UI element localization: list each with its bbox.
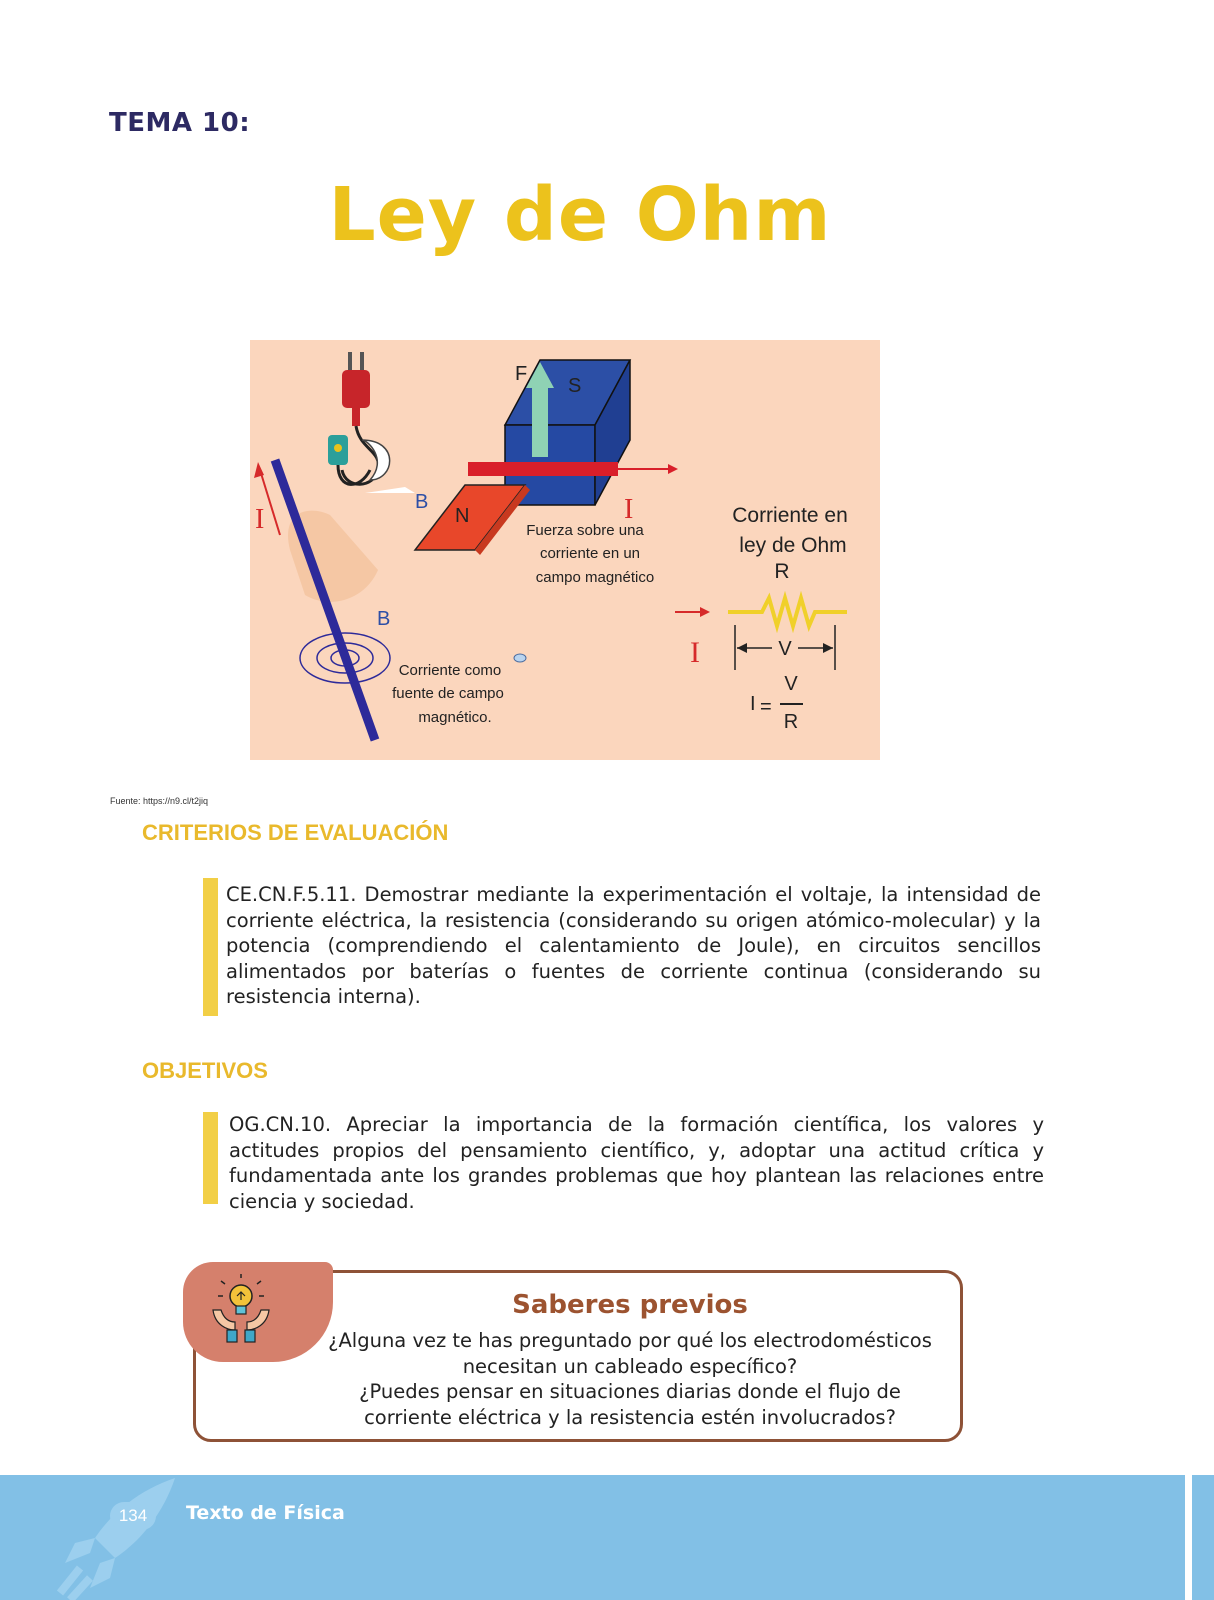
page-number: 134	[110, 1502, 156, 1530]
page-title: Ley de Ohm	[328, 172, 832, 258]
criterios-heading: CRITERIOS DE EVALUACIÓN	[142, 820, 449, 845]
label-b-top: B	[415, 491, 429, 513]
criterios-bar	[203, 878, 218, 1016]
fuerza-caption-2: corriente en un	[539, 545, 641, 562]
label-n: N	[455, 505, 470, 527]
objetivos-bar	[203, 1112, 218, 1204]
label-s: S	[568, 375, 582, 397]
saberes-title: Saberes previos	[512, 1290, 748, 1320]
ohm-label-r: R	[774, 560, 790, 583]
saberes-question-2: ¿Puedes pensar en situaciones diarias donde el flujo de	[359, 1380, 901, 1403]
saberes-tab	[183, 1262, 333, 1362]
saberes-question-1: ¿Alguna vez te has preguntado por qué los electrodomésticos	[328, 1329, 932, 1352]
objetivos-heading: OBJETIVOS	[142, 1058, 268, 1083]
corriente-caption-2: fuente de campo	[392, 685, 504, 702]
saberes-question-1b: necesitan un cableado específico?	[462, 1354, 798, 1378]
rocket-icon	[55, 1478, 185, 1600]
saberes-text	[315, 1328, 945, 1430]
ohm-caption-2: ley de Ohm	[739, 534, 847, 557]
corriente-caption-1: Corriente como	[398, 662, 502, 679]
formula-equals: =	[760, 696, 772, 718]
label-b-bottom: B	[377, 608, 391, 630]
plug-icon	[328, 352, 415, 493]
book-title: Texto de Física	[186, 1502, 345, 1524]
lightbulb-hands-icon	[201, 1270, 281, 1350]
tema-label: TEMA 10:	[109, 108, 251, 138]
formula-i: I	[750, 693, 756, 715]
formula-denominator: R	[783, 711, 799, 733]
ohm-caption-1: Corriente en	[732, 504, 848, 527]
label-i-circuit: I	[690, 636, 700, 669]
ohm-label-v: V	[778, 638, 792, 660]
criterios-text: CE.CN.F.5.11. Demostrar mediante la experimentación el voltaje, la intensidad de corriente eléctrica, la resistencia (considerando su origen atómico-molecular) y la potencia (comprendiendo el calentamiento de Joule), en circuitos sencillos alimentados por baterías o fuentes de corriente continua (considerando su resistencia interna).	[226, 883, 1041, 1008]
image-source: Fuente: https://n9.cl/t2jiq	[110, 796, 209, 806]
resistor-icon	[675, 598, 847, 670]
label-f: F	[515, 363, 528, 385]
label-i-wire: I	[624, 494, 634, 525]
label-i-hand: I	[255, 504, 265, 535]
ohm-illustration	[250, 340, 880, 760]
formula-numerator: V	[784, 673, 798, 695]
corriente-caption-3: magnético.	[418, 709, 492, 726]
objetivos-text: OG.CN.10. Apreciar la importancia de la formación científica, los valores y actitudes propios del pensamiento científico, y, adoptar una actitud crítica y fundamentada ante los grandes problemas que hoy plantean las relaciones entre ciencia y sociedad.	[229, 1113, 1044, 1213]
fuerza-caption-3: campo magnético	[535, 569, 655, 586]
footer-edge	[1192, 1475, 1214, 1600]
fuerza-caption-1: Fuerza sobre una	[526, 522, 644, 539]
saberes-question-2b: corriente eléctrica y la resistencia estén involucrados?	[364, 1405, 896, 1429]
